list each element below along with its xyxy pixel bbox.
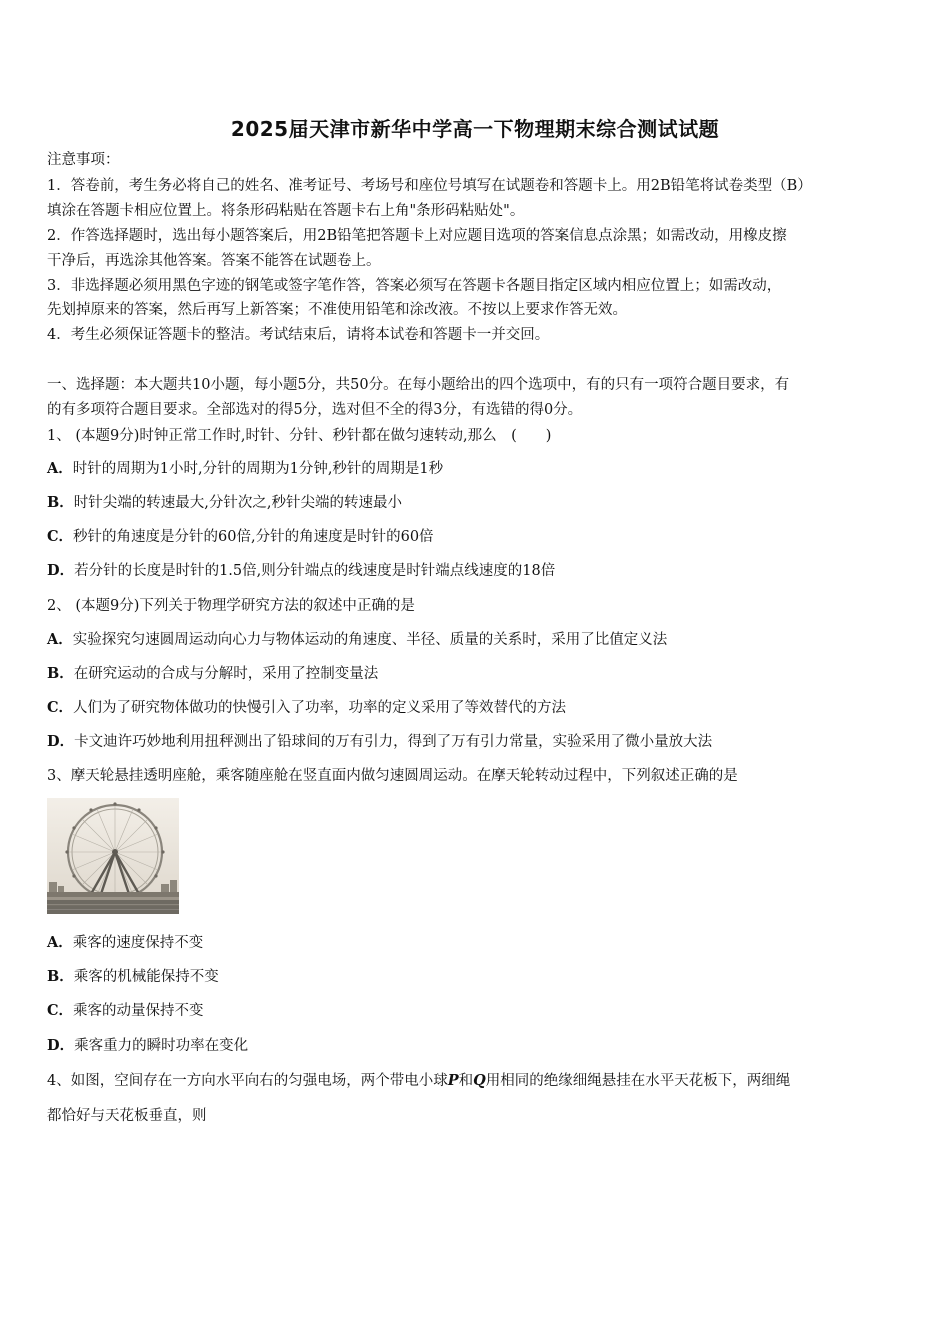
q4-stem-part1: 4、如图，空间存在一方向水平向右的匀强电场，两个带电小球 [47,1073,448,1089]
q1-option-c [47,527,907,547]
notice-line: 先划掉原来的答案，然后再写上新答案；不准使用铅笔和涂改液。不按以上要求作答无效。 [47,302,627,318]
ferris-wheel-photo [47,798,179,914]
option-label: C． [47,528,74,545]
option-label: A． [47,631,73,648]
q3-option-d [47,1036,907,1056]
q2-option-a [47,630,907,650]
q3-option-a [47,933,907,953]
option-text: 若分针的长度是时针的1.5倍,则分针端点的线速度是时针端点线速度的18倍 [74,563,556,579]
option-text: 卡文迪许巧妙地利用扭秤测出了铅球间的万有引力，得到了万有引力常量，实验采用了微小量放大法 [74,734,713,750]
q2-option-b [47,664,907,684]
notice-line: 干净后，再选涂其他答案。答案不能答在试题卷上。 [47,253,381,269]
option-text: 人们为了研究物体做功的快慢引入了功率，功率的定义采用了等效替代的方法 [73,700,567,716]
option-text: 实验探究匀速圆周运动向心力与物体运动的角速度、半径、质量的关系时，采用了比值定义法 [72,632,668,648]
q1-option-a [47,459,907,479]
q1-option-b [47,493,907,513]
q4-stem-part2: 用相同的绝缘细绳悬挂在水平天花板下，两细绳 [485,1073,791,1089]
notice-line: 2．作答选择题时，选出每小题答案后，用2B铅笔把答题卡上对应题目选项的答案信息点涂黑；如需改动，用橡皮擦 [47,228,787,244]
var-q: Q [473,1072,486,1089]
notice-line: 4．考生必须保证答题卡的整洁。考试结束后，请将本试卷和答题卡一并交回。 [47,327,550,343]
page-title: 2025届天津市新华中学高一下物理期末综合测试试题 [230,117,720,141]
notice-line: 填涂在答题卡相应位置上。将条形码粘贴在答题卡右上角"条形码粘贴处"。 [47,203,525,219]
q2-option-c [47,698,907,718]
option-label: C． [47,699,74,716]
q1-option-d [47,561,907,581]
question-2-stem: 2、 (本题9分)下列关于物理学研究方法的叙述中正确的是 [47,598,415,614]
q3-option-b [47,967,907,987]
option-text: 乘客的动量保持不变 [73,1003,204,1019]
option-label: A． [47,460,73,477]
section-intro: 的有多项符合题目要求。全部选对的得5分，选对但不全的得3分，有选错的得0分。 [47,402,583,418]
section-intro: 一、选择题：本大题共10小题，每小题5分，共50分。在每小题给出的四个选项中，有的只有一项符合题目要求，有 [47,377,790,393]
question-4-stem-line2: 都恰好与天花板垂直，则 [47,1108,207,1124]
var-p: P [447,1072,459,1089]
option-text: 秒针的角速度是分针的60倍,分针的角速度是时针的60倍 [73,529,434,545]
notice-heading: 注意事项： [47,152,120,168]
option-text: 在研究运动的合成与分解时，采用了控制变量法 [73,666,379,682]
option-label: B． [47,968,74,985]
option-text: 乘客重力的瞬时功率在变化 [74,1038,249,1054]
option-text: 时针尖端的转速最大,分针次之,秒针尖端的转速最小 [73,495,402,511]
option-label: D． [47,562,75,579]
option-text: 乘客的机械能保持不变 [73,969,219,985]
option-text: 时针的周期为1小时,分针的周期为1分钟,秒针的周期是1秒 [72,461,444,477]
question-3-stem: 3、摩天轮悬挂透明座舱，乘客随座舱在竖直面内做匀速圆周运动。在摩天轮转动过程中，下列叙述正确的是 [47,768,738,784]
option-label: B． [47,665,74,682]
question-1-stem: 1、 (本题9分)时钟正常工作时,时针、分针、秒针都在做匀速转动,那么 ( ) [47,428,552,444]
q2-option-d [47,732,907,752]
notice-line: 1．答卷前，考生务必将自己的姓名、准考证号、考场号和座位号填写在试题卷和答题卡上。用2B铅笔将试卷类型（B） [47,178,812,194]
option-label: B． [47,494,74,511]
question-4-stem [47,1071,907,1091]
option-label: D． [47,733,75,750]
q3-option-c [47,1001,907,1021]
option-label: D． [47,1037,75,1054]
q4-and: 和 [458,1073,474,1089]
option-label: A． [47,934,73,951]
notice-line: 3．非选择题必须用黑色字迹的钢笔或签字笔作答，答案必须写在答题卡各题目指定区域内相应位置上；如需改动， [47,278,782,294]
option-text: 乘客的速度保持不变 [72,935,204,951]
option-label: C． [47,1002,74,1019]
